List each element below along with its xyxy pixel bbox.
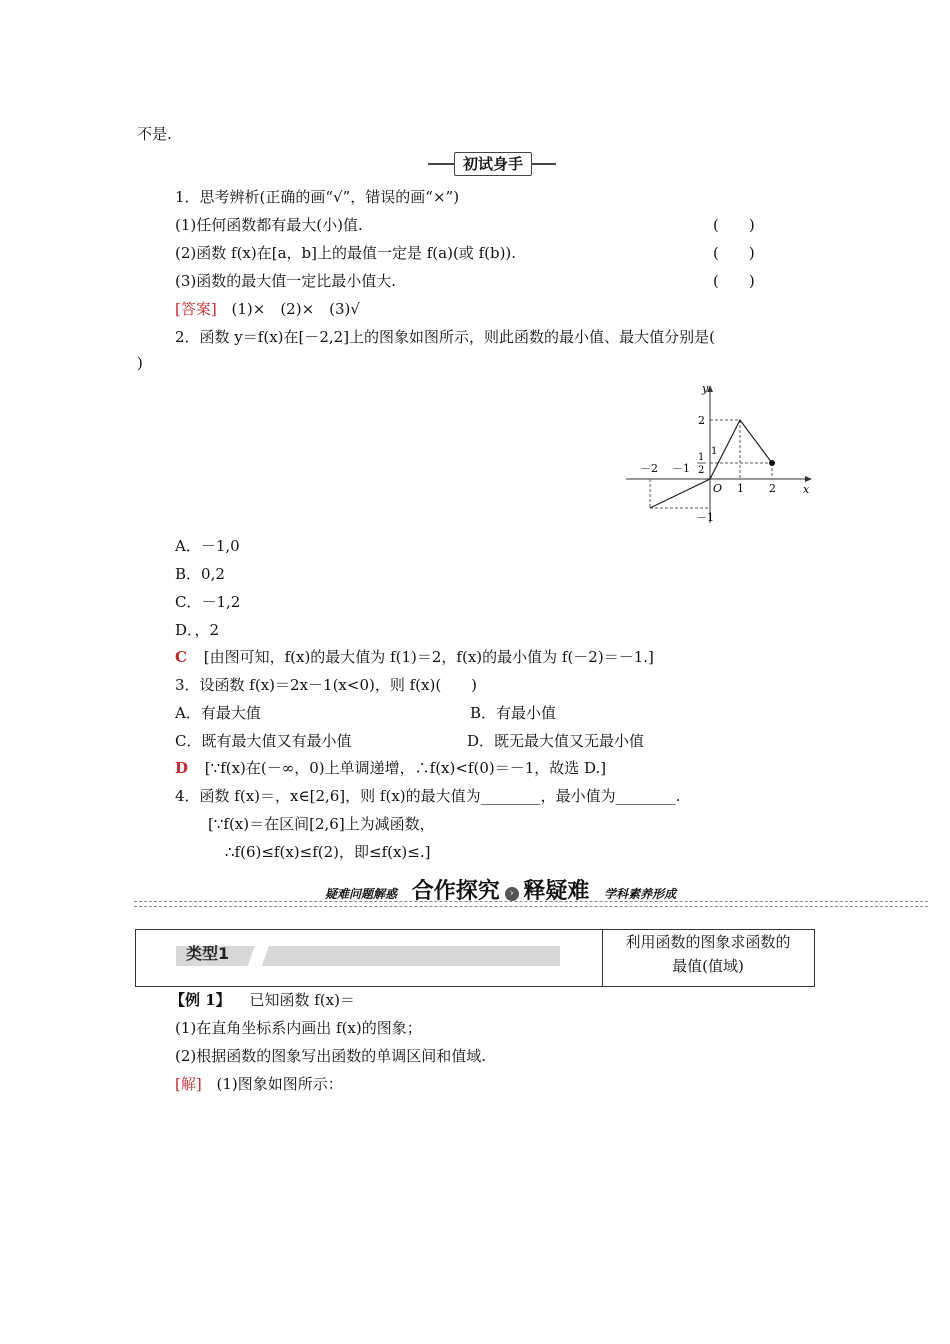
type-description bbox=[602, 930, 814, 978]
function-graph bbox=[622, 378, 822, 528]
q2-option-a: A．－1,0 bbox=[175, 537, 240, 555]
x-axis-label: x bbox=[803, 483, 810, 496]
banner-title: 初试身手 bbox=[454, 152, 532, 176]
q2-option-c: C．－1,2 bbox=[175, 593, 241, 611]
q3-answer bbox=[175, 757, 606, 778]
x-tick-1: 1 bbox=[737, 482, 744, 495]
example-1-item-1: (1)在直角坐标系内画出 f(x)的图象； bbox=[175, 1019, 422, 1037]
section-title-a: 合作探究 bbox=[411, 879, 500, 904]
q4-answer-line-2: ∴f(6)≤f(x)≤f(2)，即≤f(x)≤.] bbox=[225, 843, 431, 861]
y-tick-half-den: 2 bbox=[698, 465, 705, 476]
q1-item-1: (1)任何函数都有最大(小)值. bbox=[175, 216, 363, 234]
q1-item-2: (2)函数 f(x)在[a，b]上的最值一定是 f(a)(或 f(b)). bbox=[175, 244, 517, 262]
answer-letter: D bbox=[175, 759, 189, 777]
section-divider-bottom bbox=[134, 906, 928, 907]
q4-answer-line-1: [∵f(x)＝在区间[2,6]上为减函数， bbox=[208, 815, 435, 833]
q3-stem: 3．设函数 f(x)＝2x－1(x<0)，则 f(x)( ) bbox=[175, 676, 478, 694]
x-axis-arrow bbox=[805, 476, 812, 482]
section-title-b: 释疑难 bbox=[523, 879, 590, 904]
x-tick-m2: －2 bbox=[640, 462, 658, 475]
q3-option-b: B．有最小值 bbox=[470, 704, 557, 722]
section-divider-top bbox=[134, 901, 928, 902]
y-tick-m1: －1 bbox=[696, 511, 714, 524]
section-banner bbox=[428, 152, 556, 176]
type-label: 类型1 bbox=[186, 944, 230, 963]
q2-answer bbox=[175, 646, 654, 667]
y-tick-half-num: 1 bbox=[698, 452, 705, 463]
y-axis-label: y bbox=[702, 382, 709, 395]
answer-text: [由图可知，f(x)的最大值为 f(1)＝2，f(x)的最小值为 f(－2)＝－1.] bbox=[203, 648, 654, 666]
section-right-caption: 学科素养形成 bbox=[604, 887, 677, 901]
y-tick-1-right: 1 bbox=[711, 446, 718, 457]
q3-option-a: A．有最大值 bbox=[175, 704, 261, 722]
x-tick-2: 2 bbox=[769, 482, 776, 495]
q2-stem-end: ) bbox=[137, 354, 143, 372]
type-tag-bar bbox=[176, 946, 560, 966]
function-curve bbox=[650, 420, 772, 508]
q3-option-c: C．既有最大值又有最小值 bbox=[175, 732, 352, 750]
example-text: 已知函数 f(x)＝ bbox=[249, 991, 355, 1009]
example-1-item-2: (2)根据函数的图象写出函数的单调区间和值域. bbox=[175, 1047, 487, 1065]
q4-stem: 4．函数 f(x)＝，x∈[2,6]，则 f(x)的最大值为________，最小值为________. bbox=[175, 787, 681, 805]
q1-item-3: (3)函数的最大值一定比最小值大. bbox=[175, 272, 397, 290]
example-1-solution bbox=[175, 1073, 343, 1094]
y-tick-2: 2 bbox=[698, 414, 705, 427]
intro-text: 不是. bbox=[137, 125, 172, 143]
solution-tag: [解] bbox=[175, 1075, 202, 1093]
chevron-right-icon: › bbox=[505, 887, 519, 901]
q1-answer bbox=[175, 298, 360, 319]
answer-letter: C bbox=[175, 648, 187, 666]
answer-text: [∵f(x)在(－∞，0)上单调递增，∴f(x)<f(0)＝－1，故选 D.] bbox=[204, 759, 607, 777]
endpoint-dot bbox=[769, 460, 775, 466]
type-desc-line-2: 最值(值域) bbox=[672, 957, 744, 975]
answer-tag: [答案] bbox=[175, 300, 217, 318]
x-tick-m1: －1 bbox=[672, 462, 690, 475]
example-1-stem bbox=[170, 989, 355, 1010]
q1-paren-3: ( ) bbox=[713, 272, 755, 290]
type-desc-line-1: 利用函数的图象求函数的 bbox=[625, 933, 791, 951]
answer-text: (1)× (2)× (3)√ bbox=[231, 300, 360, 318]
q1-paren-2: ( ) bbox=[713, 244, 755, 262]
type-tag bbox=[176, 941, 560, 967]
q2-stem: 2．函数 y＝f(x)在[－2,2]上的图象如图所示，则此函数的最小值、最大值分别是( bbox=[175, 328, 715, 346]
section-header bbox=[325, 874, 676, 902]
solution-text: (1)图象如图所示： bbox=[216, 1075, 343, 1093]
origin-label: O bbox=[713, 482, 723, 495]
example-tag: 【例 1】 bbox=[170, 991, 231, 1009]
q3-option-d: D．既无最大值又无最小值 bbox=[467, 732, 645, 750]
section-left-caption: 疑难问题解惑 bbox=[325, 887, 398, 901]
q1-stem: 1．思考辨析(正确的画“√”，错误的画“×”) bbox=[175, 188, 460, 206]
q1-paren-1: ( ) bbox=[713, 216, 755, 234]
q2-option-b: B．0,2 bbox=[175, 565, 225, 583]
q2-option-d: D．，2 bbox=[175, 621, 220, 639]
